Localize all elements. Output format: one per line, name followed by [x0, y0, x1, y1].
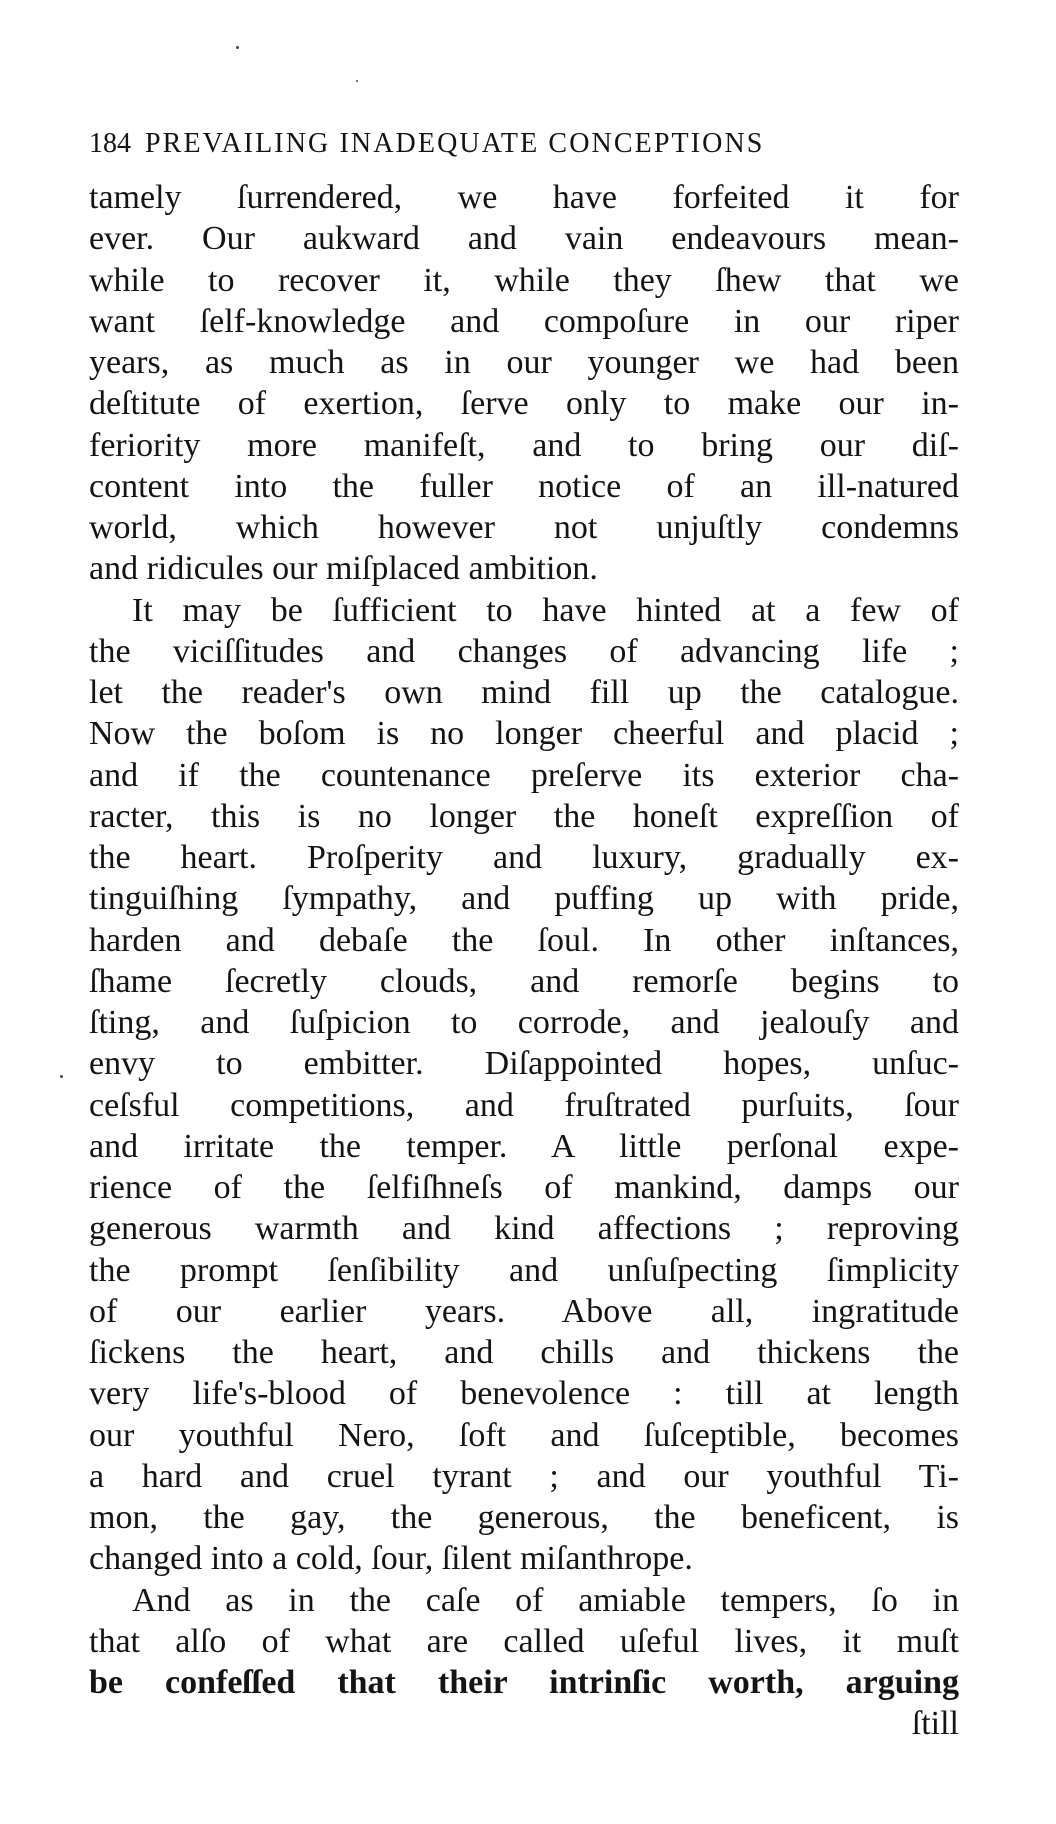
ink-speck [356, 80, 358, 82]
text-line: the heart. Proſperity and luxury, gradually ex- [89, 839, 959, 876]
text-line: ſickens the heart, and chills and thickens the [89, 1334, 959, 1371]
text-line: that alſo of what are called uſeful lives, it muſt [89, 1622, 959, 1660]
text-line: and if the countenance preſerve its exterior cha- [89, 756, 959, 794]
text-line: the viciſſitudes and changes of advancing life ; [89, 632, 959, 670]
text-line: deſtitute of exertion, ſerve only to make our in- [89, 385, 959, 423]
text-line: envy to embitter. Diſappointed hopes, unſuc- [89, 1045, 959, 1083]
text-line: Now the boſom is no longer cheerful and placid ; [89, 715, 959, 753]
running-title: PREVAILING INADEQUATE CONCEPTIONS [145, 128, 765, 159]
text-line: tamely ſurrendered, we have forfeited it for [89, 179, 959, 216]
text-line: our youthful Nero, ſoft and ſuſceptible, becomes [89, 1416, 959, 1454]
text-line: rience of the ſelfiſhneſs of mankind, damps our [89, 1169, 959, 1206]
text-line: racter, this is no longer the honeſt expreſſion of [89, 797, 959, 835]
text-line: years, as much as in our younger we had been [89, 344, 959, 381]
running-header [89, 124, 959, 164]
text-line: harden and debaſe the ſoul. In other inſtances, [89, 921, 959, 959]
text-line: ſting, and ſuſpicion to corrode, and jealouſy and [89, 1004, 959, 1041]
text-line: and irritate the temper. A little perſonal expe- [89, 1127, 959, 1165]
text-line: a hard and cruel tyrant ; and our youthful Ti- [89, 1457, 959, 1495]
paragraph-end-line: changed into a cold, ſour, ſilent miſanthrope. [89, 1540, 693, 1578]
paragraph-start-line: And as in the caſe of amiable tempers, ſo in [132, 1581, 959, 1619]
page-number: 184 [89, 128, 131, 159]
text-line: ceſsful competitions, and fruſtrated purſuits, ſour [89, 1086, 959, 1124]
ink-speck [60, 1075, 63, 1078]
text-line: ſhame ſecretly clouds, and remorſe begins to [89, 962, 959, 1000]
text-line: tinguiſhing ſympathy, and puffing up with pride, [89, 880, 959, 918]
catchword: ſtill [911, 1705, 959, 1743]
text-line: of our earlier years. Above all, ingratitude [89, 1292, 959, 1330]
text-line: ever. Our aukward and vain endeavours mean- [89, 220, 959, 258]
text-line: let the reader's own mind fill up the catalogue. [89, 674, 959, 711]
text-line: mon, the gay, the generous, the beneficent, is [89, 1499, 959, 1536]
body-text [89, 177, 959, 1745]
ink-speck [236, 46, 239, 49]
text-line: feriority more manifeſt, and to bring our diſ- [89, 426, 959, 464]
text-line: be confeſſed that their intrinſic worth, arguing [89, 1664, 959, 1701]
paragraph-end-line: and ridicules our miſplaced ambition. [89, 550, 598, 588]
text-line: content into the fuller notice of an ill-natured [89, 467, 959, 505]
text-line: want ſelf-knowledge and compoſure in our riper [89, 302, 959, 340]
text-line: very life's-blood of benevolence : till at length [89, 1375, 959, 1413]
text-line: while to recover it, while they ſhew that we [89, 261, 959, 299]
text-line: generous warmth and kind affections ; reproving [89, 1210, 959, 1248]
text-line: world, which however not unjuſtly condemns [89, 509, 959, 546]
text-line: the prompt ſenſibility and unſuſpecting ſimplicity [89, 1251, 959, 1289]
paragraph-start-line: It may be ſufficient to have hinted at a few of [132, 591, 959, 629]
